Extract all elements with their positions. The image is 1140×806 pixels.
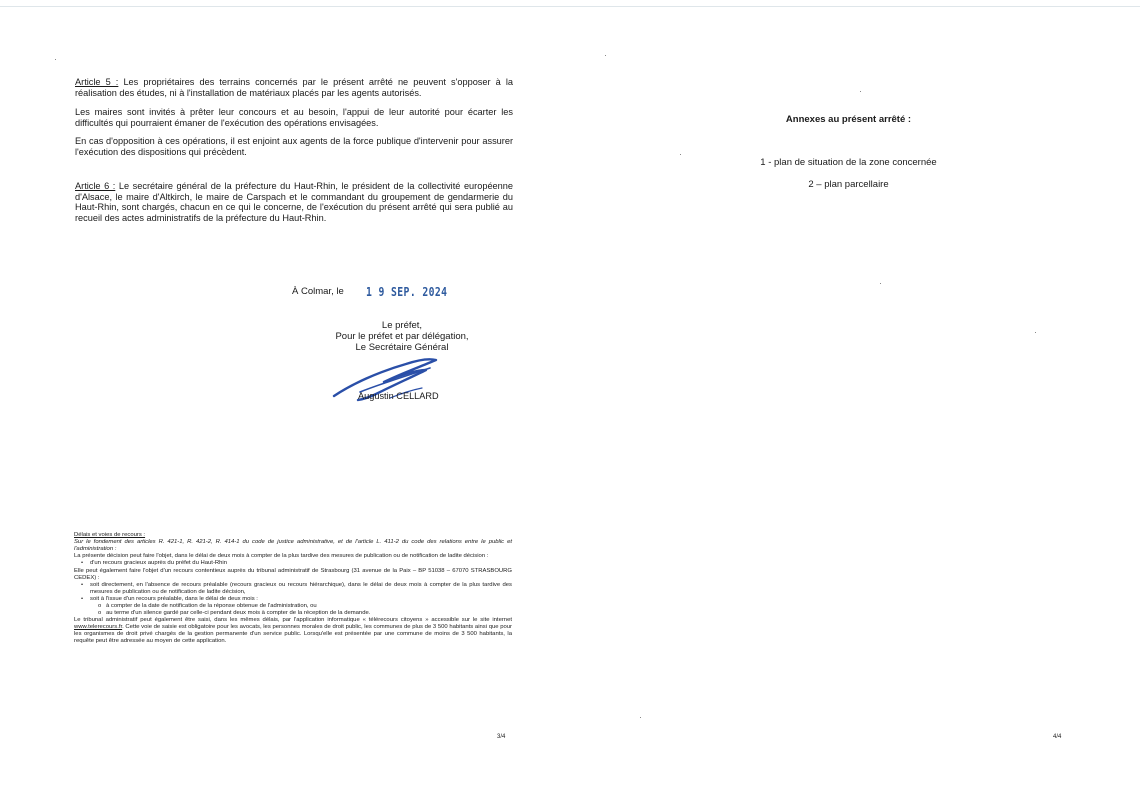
document-page-4 — [570, 0, 1140, 806]
recours-bullet-prealable: • soit à l'issue d'un recours préalable, dans le délai de deux mois : — [74, 596, 512, 603]
article-6-text: Le secrétaire général de la préfecture du Haut-Rhin, le président de la collectivité européenne d'Alsace, le maire d'Altkirch, le maire de Carspach et le commandant du groupement de gendarmerie du Haut-Rhin, sont chargés, chacun en ce qui le concerne, de l'exécution du présent arrêté qui sera publié au recueil des actes administratifs de la préfecture du Haut-Rhin. — [75, 181, 513, 223]
article-5-text: Les propriétaires des terrains concernés par le présent arrêté ne peuvent s'opposer à la réalisation des études, ni à l'installation de matériaux placés par les agents autorisés. — [75, 77, 513, 98]
recours-bullet-direct: • soit directement, en l'absence de recours préalable (recours gracieux ou recours hiérarchique), dans le délai de deux mois à compter de la plus tardive des mesures de publication ou de notification de ladite décision, — [74, 582, 512, 596]
date-line: À Colmar, le — [292, 286, 344, 297]
article-5-paragraph-3: En cas d'opposition à ces opérations, il est enjoint aux agents de la force publique d'intervenir pour assurer l'exécution des dispositions qui précèdent. — [75, 136, 513, 157]
recours-telerecours-rest: . Cette voie de saisie est obligatoire pour les avocats, les personnes morales de droit public, les communes de plus de 3 500 habitants ainsi que pour les organismes de droit privé chargés de la gestion permanente d'un service public. Lorsqu'elle est présentée par une commune de moins de 3 500 habitants, la requête peut être adressée au moyen de cette application. — [74, 624, 512, 644]
page-number: 3/4 — [497, 734, 506, 740]
page-number: 4/4 — [1053, 734, 1062, 740]
annex-item-1: 1 - plan de situation de la zone concernée — [760, 157, 937, 168]
recours-paragraph-3 — [74, 617, 512, 645]
annex-item-2: 2 – plan parcellaire — [808, 179, 889, 190]
recours-subbullet-notification: o à compter de la date de notification de la réponse obtenue de l'administration, ou — [74, 603, 512, 610]
signature-title-prefet: Le préfet, — [381, 320, 423, 331]
telerecours-link[interactable]: www.telerecours.fr — [74, 624, 123, 630]
article-6-label: Article 6 : — [75, 181, 116, 191]
recours-section — [74, 532, 512, 645]
signature-delegation: Pour le préfet et par délégation, — [335, 331, 469, 343]
article-5-paragraph-2: Les maires sont invités à prêter leur concours et au besoin, l'appui de leur autorité pour écarter les difficultés qui pourraient émaner de l'exécution des opérations envisagées. — [75, 107, 513, 128]
signature-block — [300, 320, 504, 354]
recours-telerecours-text: Le tribunal administratif peut également être saisi, dans les mêmes délais, par l'application informatique « télérecours citoyens » accessible sur le site internet — [74, 617, 512, 623]
scan-speck — [55, 59, 56, 60]
recours-legal-basis: Sur le fondement des articles R. 421-1, R. 421-2, R. 414-1 du code de justice administrative, et de l'article L. 411-2 du code des relations entre le public et l'administration : — [74, 539, 512, 552]
scan-speck — [860, 91, 861, 92]
scan-speck — [880, 283, 881, 284]
recours-title: Délais et voies de recours : — [74, 532, 146, 538]
article-6-paragraph — [75, 181, 513, 223]
annexes-title: Annexes au présent arrêté : — [785, 114, 912, 125]
recours-subbullet-silence: o au terme d'un silence gardé par celle-ci pendant deux mois à compter de la réception de la demande. — [74, 610, 512, 617]
date-stamp: 1 9 SEP. 2024 — [366, 284, 448, 299]
scan-speck — [1035, 332, 1036, 333]
article-5-paragraph-1 — [75, 77, 513, 98]
recours-paragraph-2: Elle peut également faire l'objet d'un recours contentieux auprès du tribunal administratif de Strasbourg (31 avenue de la Paix – BP 51038 – 67070 STRASBOURG CEDEX) : — [74, 568, 512, 581]
recours-paragraph-1: La présente décision peut faire l'objet, dans le délai de deux mois à compter de la plus tardive des mesures de publication ou de notification de ladite décision : — [74, 553, 489, 559]
article-5-label: Article 5 : — [75, 77, 119, 87]
scan-speck — [680, 154, 681, 155]
scan-speck — [640, 717, 641, 718]
scan-speck — [605, 55, 606, 56]
signature-secretaire: Le Secrétaire Général — [355, 342, 449, 354]
signatory-name: Augustin CELLARD — [358, 391, 439, 401]
recours-bullet-gracieux: • d'un recours gracieux auprès du préfet du Haut-Rhin — [74, 560, 512, 567]
